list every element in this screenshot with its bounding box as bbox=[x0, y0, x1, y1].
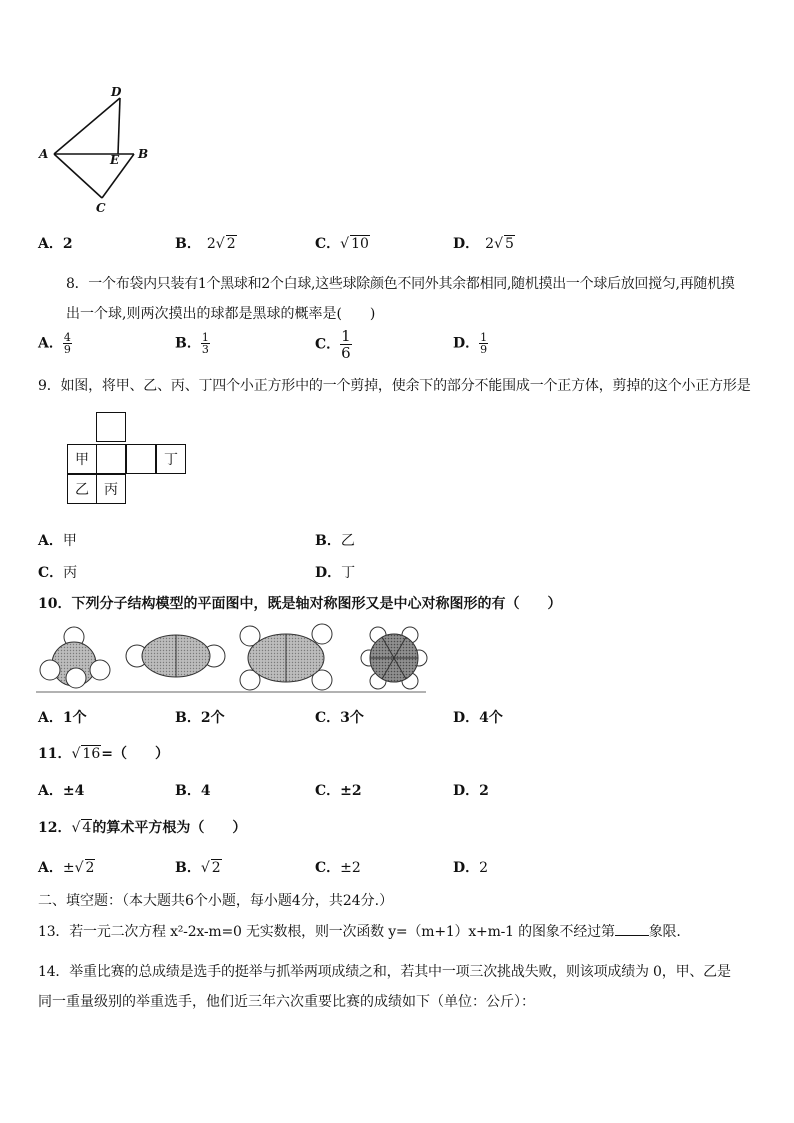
label-b: B bbox=[138, 147, 149, 161]
molecule-models bbox=[36, 622, 428, 694]
q11-text: 11．√ 16=（ ） bbox=[38, 746, 169, 762]
q9-option-d[interactable]: D．丁 bbox=[315, 565, 356, 581]
q11-option-d[interactable]: D．2 bbox=[453, 783, 489, 799]
sqrt-symbol: √ 2 bbox=[74, 860, 95, 876]
q10-option-b[interactable]: B．2个 bbox=[175, 710, 225, 726]
net-cell-middle-1 bbox=[96, 444, 126, 474]
molecule-model-3[interactable] bbox=[240, 624, 332, 690]
q7-option-a[interactable]: A．2 bbox=[38, 236, 73, 252]
q8-option-c[interactable]: C． $\frac{1}{6}$ bbox=[315, 327, 351, 362]
molecule-model-2[interactable] bbox=[126, 635, 225, 677]
fraction: $\frac{1}{3}$ bbox=[201, 331, 209, 356]
q10-option-a[interactable]: A．1个 bbox=[38, 710, 87, 726]
q10-option-c[interactable]: C．3个 bbox=[315, 710, 364, 726]
q11-option-b[interactable]: B．4 bbox=[175, 783, 211, 799]
net-cell-top bbox=[96, 412, 126, 442]
section-heading-fill-in: 二、填空题：（本大题共6个小题，每小题4分，共24分.） bbox=[38, 893, 394, 909]
net-cell-jia[interactable]: 甲 bbox=[67, 444, 97, 474]
q8-option-d[interactable]: D． $\frac{1}{9}$ bbox=[453, 331, 488, 356]
label-c: C bbox=[96, 201, 106, 215]
q9-option-b[interactable]: B．乙 bbox=[315, 533, 355, 549]
net-cell-ding[interactable]: 丁 bbox=[156, 444, 186, 474]
geometry-figure bbox=[30, 80, 170, 220]
q7-option-d[interactable]: D． 2√ 5 bbox=[453, 236, 514, 252]
sqrt-symbol: √ 10 bbox=[340, 236, 369, 252]
sqrt-symbol: √ 5 bbox=[494, 236, 514, 252]
fraction: $\frac{1}{9}$ bbox=[480, 331, 488, 356]
molecule-model-4[interactable] bbox=[361, 627, 427, 689]
sqrt-symbol: √ 2 bbox=[200, 860, 221, 876]
q11-option-c[interactable]: C．±2 bbox=[315, 783, 362, 799]
q9-option-a[interactable]: A．甲 bbox=[38, 533, 77, 549]
sqrt-symbol: √ 2 bbox=[215, 236, 236, 252]
q8-text-line1: 8．一个布袋内只装有1个黑球和2个白球,这些球除颜色不同外其余都相同,随机摸出一个球后放回搅匀,再随机摸 bbox=[66, 276, 735, 292]
q10-text: 10．下列分子结构模型的平面图中，既是轴对称图形又是中心对称图形的有（ ） bbox=[38, 596, 562, 612]
q14-text-line1: 14．举重比赛的总成绩是选手的挺举与抓举两项成绩之和，若其中一项三次挑战失败，则该项成绩为 0，甲、乙是 bbox=[38, 964, 731, 980]
fraction: $\frac{1}{6}$ bbox=[341, 327, 351, 362]
q12-option-d[interactable]: D．2 bbox=[453, 860, 489, 876]
net-cell-yi[interactable]: 乙 bbox=[67, 474, 97, 504]
q7-option-b[interactable]: B． 2√ 2 bbox=[175, 236, 236, 252]
q12-option-c[interactable]: C．±2 bbox=[315, 860, 361, 876]
q8-option-b[interactable]: B． $\frac{1}{3}$ bbox=[175, 331, 209, 356]
q9-text: 9．如图，将甲、乙、丙、丁四个小正方形中的一个剪掉，使余下的部分不能围成一个正方体，剪掉的这个小正方形是 bbox=[38, 378, 751, 394]
net-cell-middle-2 bbox=[126, 444, 156, 474]
fraction: $\frac{4}{9}$ bbox=[63, 331, 71, 356]
q12-text: 12．√ 4的算术平方根为（ ） bbox=[38, 820, 247, 836]
q11-option-a[interactable]: A．±4 bbox=[38, 783, 85, 799]
q8-option-a[interactable]: A． $\frac{4}{9}$ bbox=[38, 331, 71, 356]
q12-option-b[interactable]: B．√ 2 bbox=[175, 860, 221, 876]
label-a: A bbox=[39, 147, 49, 161]
label-e: E bbox=[110, 153, 120, 167]
sqrt-symbol: √ 16 bbox=[71, 746, 101, 762]
q8-text-line2: 出一个球,则两次摸出的球都是黑球的概率是( ) bbox=[66, 306, 376, 322]
q14-text-line2: 同一重量级别的举重选手，他们近三年六次重要比赛的成绩如下（单位：公斤）： bbox=[38, 994, 535, 1010]
label-d: D bbox=[111, 85, 122, 99]
q12-option-a[interactable]: A．±√ 2 bbox=[38, 860, 95, 876]
molecule-model-1[interactable] bbox=[40, 627, 110, 688]
q9-option-c[interactable]: C．丙 bbox=[38, 565, 78, 581]
net-cell-bing[interactable]: 丙 bbox=[96, 474, 126, 504]
q13-text: 13．若一元二次方程 x²-2x-m=0 无实数根，则一次函数 y=（m+1）x+m-1 的图象不经过第 象限. bbox=[38, 924, 681, 940]
answer-blank[interactable] bbox=[615, 923, 649, 936]
q10-option-d[interactable]: D．4个 bbox=[453, 710, 503, 726]
sqrt-symbol: √ 4 bbox=[71, 820, 92, 836]
q7-option-c[interactable]: C．√ 10 bbox=[315, 236, 369, 252]
